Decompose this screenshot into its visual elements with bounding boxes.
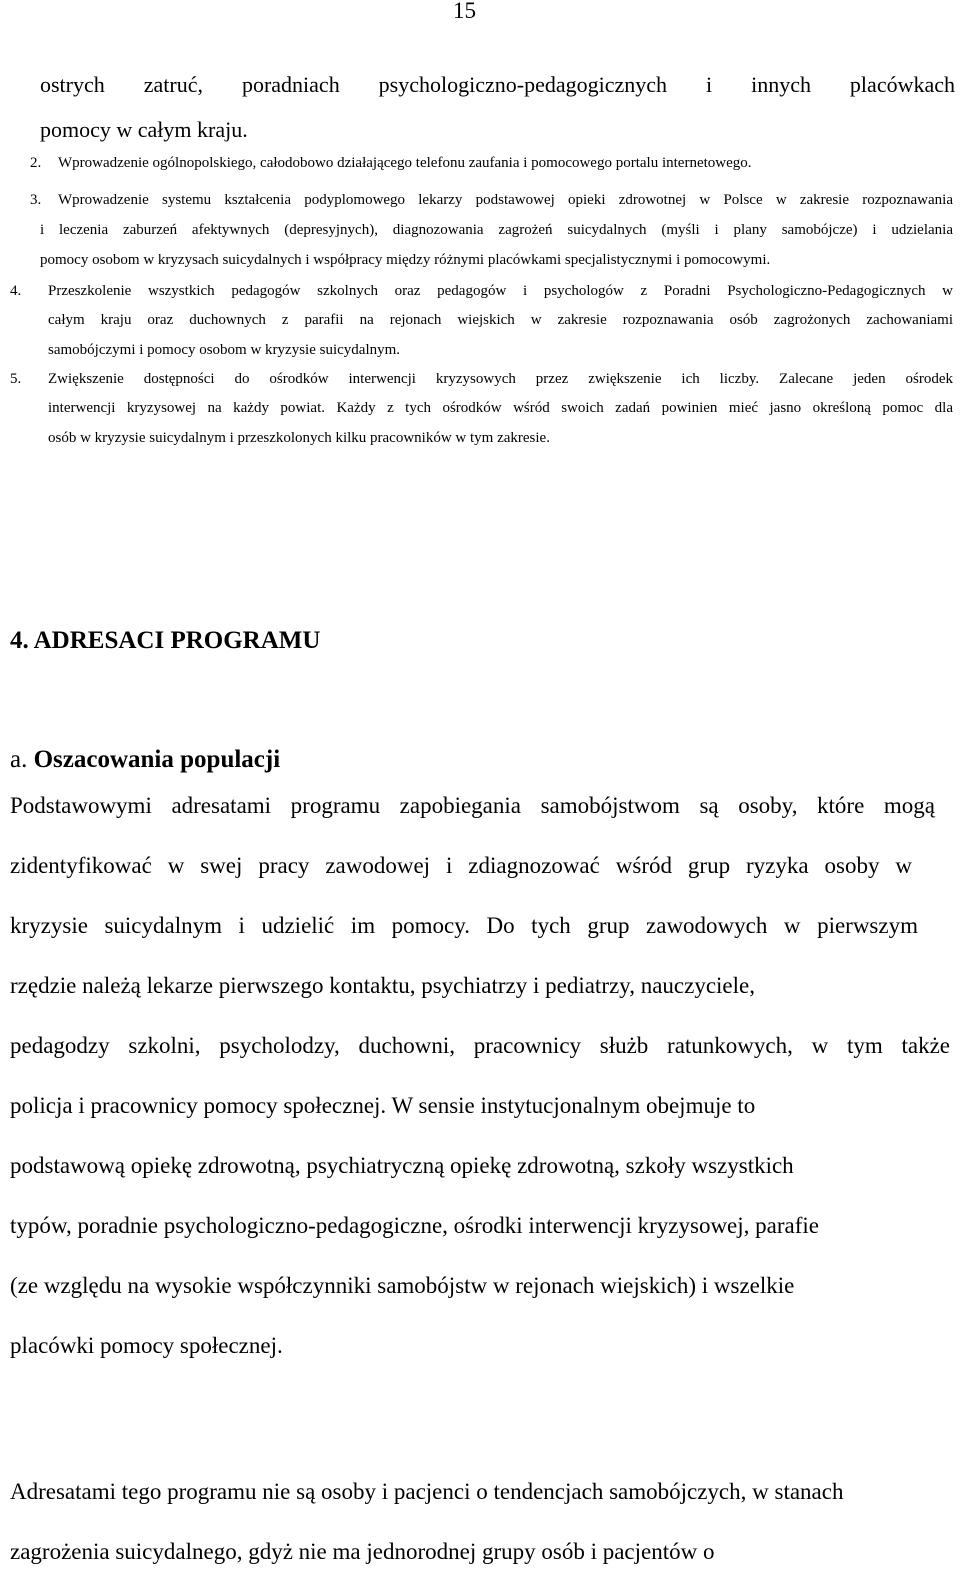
list-item-text: interwencji kryzysowej na każdy powiat. Każdy z tych ośrodków wśród swoich zadań powinien mieć jasno określoną pomoc dla [48, 400, 953, 416]
list-item-text: Przeszkolenie wszystkich pedagogów szkolnych oraz pedagogów i psychologów z Poradni Psychologiczno-Pedagogicznych w [48, 283, 953, 299]
page-number: 15 [453, 0, 476, 23]
list-item-text: Wprowadzenie ogólnopolskiego, całodobowo działającego telefonu zaufania i pomocowego portalu internetowego. [58, 155, 752, 171]
intro-line: ostrych zatruć, poradniach psychologiczno-pedagogicznych i innych placówkach [40, 72, 955, 97]
list-item-number: 5. [10, 371, 22, 387]
sub-heading [10, 746, 280, 774]
list-item-text: całym kraju oraz duchownych z parafii na rejonach wiejskich w zakresie rozpoznawania osób zagrożonych zachowaniami [48, 312, 953, 328]
list-item-number: 3. [30, 192, 42, 208]
list-item-text: Wprowadzenie systemu kształcenia podyplomowego lekarzy podstawowej opieki zdrowotnej w Polsce w zakresie rozpoznawania [58, 192, 953, 208]
sub-heading-prefix: a. [10, 746, 28, 773]
body-line: typów, poradnie psychologiczno-pedagogiczne, ośrodki interwencji kryzysowej, parafie [10, 1213, 819, 1238]
body-line: zidentyfikować w swej pracy zawodowej i zdiagnozować wśród grup ryzyka osoby w [10, 853, 912, 878]
list-item-number: 4. [10, 283, 22, 299]
list-item-text: pomocy osobom w kryzysach suicydalnych i współpracy między różnymi placówkami specjalistycznymi i pomocowymi. [40, 252, 771, 268]
section-heading: 4. ADRESACI PROGRAMU [10, 627, 321, 654]
body-line: zagrożenia suicydalnego, gdyż nie ma jednorodnej grupy osób i pacjentów o [10, 1539, 715, 1564]
body-line: (ze względu na wysokie współczynniki samobójstw w rejonach wiejskich) i wszelkie [10, 1273, 795, 1298]
body-line: Adresatami tego programu nie są osoby i pacjenci o tendencjach samobójczych, w stanach [10, 1479, 844, 1504]
body-line: policja i pracownicy pomocy społecznej. W sensie instytucjonalnym obejmuje to [10, 1093, 756, 1118]
list-item-text: Zwiększenie dostępności do ośrodków interwencji kryzysowych przez zwiększenie ich liczby. Zalecane jeden ośrodek [48, 371, 953, 387]
body-line: rzędzie należą lekarze pierwszego kontaktu, psychiatrzy i pediatrzy, nauczyciele, [10, 973, 755, 998]
body-line: podstawową opiekę zdrowotną, psychiatryczną opiekę zdrowotną, szkoły wszystkich [10, 1153, 794, 1178]
list-item-number: 2. [30, 155, 42, 171]
list-item-text: osób w kryzysie suicydalnym i przeszkolonych kilku pracowników w tym zakresie. [48, 430, 550, 446]
body-line: Podstawowymi adresatami programu zapobiegania samobójstwom są osoby, które mogą [10, 793, 935, 818]
body-line: kryzysie suicydalnym i udzielić im pomocy. Do tych grup zawodowych w pierwszym [10, 913, 918, 938]
body-line: placówki pomocy społecznej. [10, 1333, 283, 1358]
sub-heading-title: Oszacowania populacji [33, 746, 281, 773]
list-item-text: i leczenia zaburzeń afektywnych (depresyjnych), diagnozowania zagrożeń suicydalnych (myśli i plany samobójcze) i udzielania [40, 222, 953, 238]
list-item-text: samobójczymi i pomocy osobom w kryzysie suicydalnym. [48, 342, 401, 358]
intro-line: pomocy w całym kraju. [40, 117, 248, 142]
body-line: pedagodzy szkolni, psycholodzy, duchowni, pracownicy służb ratunkowych, w tym także [10, 1033, 950, 1058]
